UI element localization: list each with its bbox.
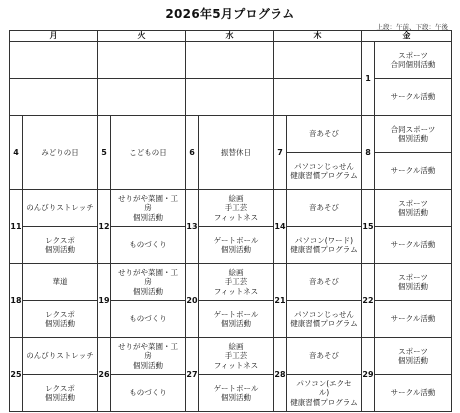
activity-am: 音あそび [287,264,362,301]
page-title: 2026年5月プログラム [165,7,295,21]
day-number: 5 [98,116,111,190]
activity-am: スポーツ 合同個別活動 [375,42,452,79]
activity-am: 華道 [23,264,98,301]
activity-pm: パソコン(ワード) 健康習慣プログラム [287,227,362,264]
week-row-am [10,42,452,79]
day-number: 28 [274,338,287,412]
day-number: 4 [10,116,23,190]
activity-pm: パソコンじっせん 健康習慣プログラム [287,153,362,190]
activity-am: せりがや菜園・工 房 個別活動 [111,338,186,375]
activity-pm: サークル活動 [375,301,452,338]
weekday-header: 月 [10,31,98,42]
activity-am: スポーツ 個別活動 [375,338,452,375]
weekday-header: 火 [98,31,186,42]
empty-cell [186,42,274,79]
activity-pm: サークル活動 [375,153,452,190]
activity-am: せりがや菜園・工 房 個別活動 [111,190,186,227]
activity-pm: サークル活動 [375,79,452,116]
weekday-header: 水 [186,31,274,42]
day-number: 21 [274,264,287,338]
activity-am: 合同スポーツ 個別活動 [375,116,452,153]
day-number: 27 [186,338,199,412]
week-row-am [10,264,452,301]
empty-cell [10,42,98,79]
activity-pm: ものづくり [111,301,186,338]
day-number: 8 [362,116,375,190]
weekday-header: 木 [274,31,362,42]
week-row-pm [10,375,452,412]
weekday-header: 金 [362,31,452,42]
week-row-pm [10,301,452,338]
empty-cell [186,79,274,116]
activity-pm: ものづくり [111,227,186,264]
activity-am: 絵画 手工芸 フィットネス [199,190,274,227]
empty-cell [98,42,186,79]
week-row-am [10,116,452,153]
activity-pm: ゲートボール 個別活動 [199,375,274,412]
day-number: 13 [186,190,199,264]
activity-am: のんびりストレッチ [23,190,98,227]
day-number: 25 [10,338,23,412]
day-number: 20 [186,264,199,338]
session-note: 上段：午前、下段：午後 [376,23,448,31]
week-row-am [10,190,452,227]
activity-pm: ものづくり [111,375,186,412]
activity-am: 絵画 手工芸 フィットネス [199,264,274,301]
activity-am: 絵画 手工芸 フィットネス [199,338,274,375]
empty-cell [10,79,98,116]
week-row-am [10,338,452,375]
calendar-table [9,30,452,412]
holiday-label: こどもの日 [111,116,186,190]
activity-pm: ゲートボール 個別活動 [199,227,274,264]
holiday-label: みどりの日 [23,116,98,190]
empty-cell [274,42,362,79]
activity-pm: レクスポ 個別活動 [23,301,98,338]
day-number: 19 [98,264,111,338]
activity-am: のんびりストレッチ [23,338,98,375]
activity-am: スポーツ 個別活動 [375,264,452,301]
day-number: 26 [98,338,111,412]
activity-am: 音あそび [287,338,362,375]
activity-am: 音あそび [287,116,362,153]
activity-pm: レクスポ 個別活動 [23,375,98,412]
week-row-pm [10,227,452,264]
day-number: 29 [362,338,375,412]
activity-pm: レクスポ 個別活動 [23,227,98,264]
day-number: 18 [10,264,23,338]
empty-cell [274,79,362,116]
activity-pm: パソコンじっせん 健康習慣プログラム [287,301,362,338]
day-number: 22 [362,264,375,338]
day-number: 14 [274,190,287,264]
day-number: 11 [10,190,23,264]
week-row-pm [10,79,452,116]
activity-pm: ゲートボール 個別活動 [199,301,274,338]
empty-cell [98,79,186,116]
activity-pm: パソコン(エクセ ル) 健康習慣プログラム [287,375,362,412]
activity-am: 音あそび [287,190,362,227]
day-number: 1 [362,42,375,116]
day-number: 7 [274,116,287,190]
activity-am: せりがや菜園・工 房 個別活動 [111,264,186,301]
activity-pm: サークル活動 [375,375,452,412]
weekday-header-row [10,31,452,42]
activity-am: スポーツ 個別活動 [375,190,452,227]
activity-pm: サークル活動 [375,227,452,264]
holiday-label: 振替休日 [199,116,274,190]
day-number: 15 [362,190,375,264]
day-number: 6 [186,116,199,190]
day-number: 12 [98,190,111,264]
